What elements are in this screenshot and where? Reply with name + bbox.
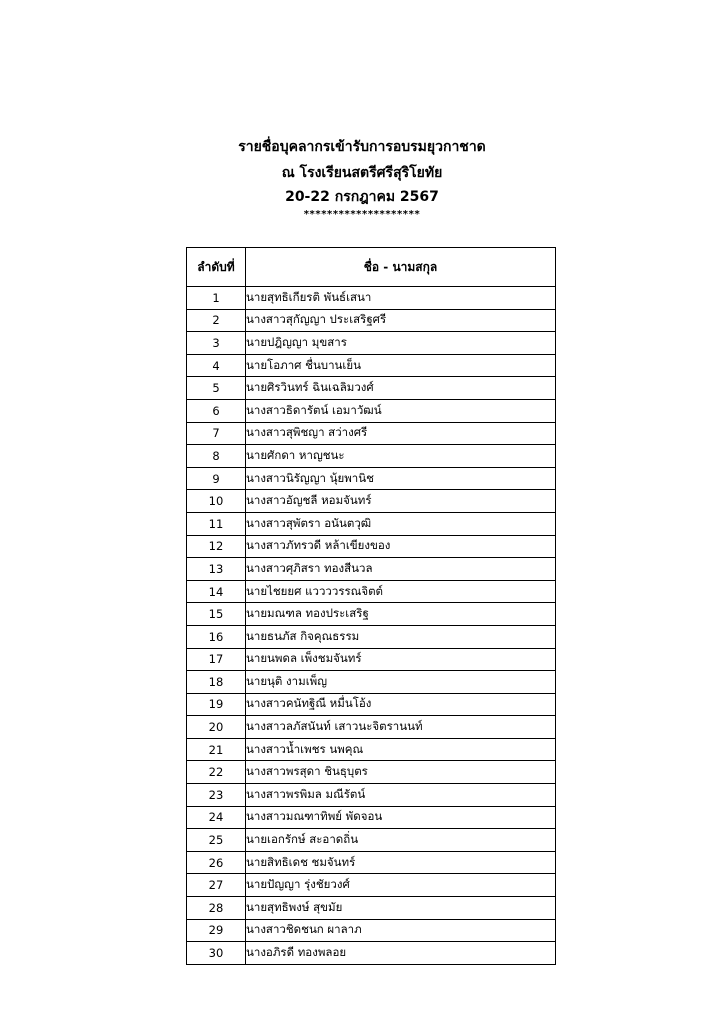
table-row <box>187 874 556 897</box>
table-row <box>187 648 556 671</box>
row-number: 18 <box>187 671 246 694</box>
table-row <box>187 467 556 490</box>
row-full-name: นางสาวภัทรวดี หล้าเขียงของ <box>246 535 556 558</box>
table-row <box>187 535 556 558</box>
table-row <box>187 512 556 535</box>
table-row <box>187 919 556 942</box>
table-row <box>187 580 556 603</box>
row-number: 28 <box>187 897 246 920</box>
row-number: 3 <box>187 332 246 355</box>
roster-table <box>186 247 556 965</box>
row-number: 22 <box>187 761 246 784</box>
row-full-name: นายปัญญา รุ่งชัยวงศ์ <box>246 874 556 897</box>
row-full-name: นางสาวพรสุดา ชินธุบุตร <box>246 761 556 784</box>
row-number: 15 <box>187 603 246 626</box>
row-full-name: นายสุทธิเกียรติ พันธ์เสนา <box>246 287 556 310</box>
row-number: 9 <box>187 467 246 490</box>
roster-body <box>187 287 556 965</box>
row-full-name: นางสาวอัญชลี หอมจันทร์ <box>246 490 556 513</box>
row-full-name: นางสาวนิรัญญา นุ้ยพานิช <box>246 467 556 490</box>
table-row <box>187 309 556 332</box>
table-header-row <box>187 248 556 287</box>
row-full-name: นายนพดล เพ็งชมจันทร์ <box>246 648 556 671</box>
row-number: 2 <box>187 309 246 332</box>
row-number: 24 <box>187 806 246 829</box>
row-number: 5 <box>187 377 246 400</box>
row-number: 27 <box>187 874 246 897</box>
table-row <box>187 399 556 422</box>
row-number: 26 <box>187 851 246 874</box>
table-row <box>187 829 556 852</box>
row-number: 20 <box>187 716 246 739</box>
table-row <box>187 671 556 694</box>
table-row <box>187 603 556 626</box>
row-full-name: นายโอภาศ ชื่นบานเย็น <box>246 354 556 377</box>
table-row <box>187 738 556 761</box>
title-line-2: ณ โรงเรียนสตรีศรีสุริโยทัย <box>281 165 443 181</box>
table-row <box>187 851 556 874</box>
row-number: 12 <box>187 535 246 558</box>
row-number: 7 <box>187 422 246 445</box>
row-full-name: นายศักดา หาญชนะ <box>246 445 556 468</box>
column-header-no: ลำดับที่ <box>187 248 246 287</box>
row-full-name: นางสาวพรพิมล มณีรัตน์ <box>246 784 556 807</box>
row-full-name: นางสาวชิดชนก ผาลาภ <box>246 919 556 942</box>
table-row <box>187 287 556 310</box>
table-row <box>187 693 556 716</box>
row-number: 25 <box>187 829 246 852</box>
table-row <box>187 942 556 965</box>
table-row <box>187 377 556 400</box>
title-line-3: 20-22 กรกฎาคม 2567 <box>285 189 439 205</box>
table-row <box>187 784 556 807</box>
column-header-name: ชื่อ - นามสกุล <box>246 248 556 287</box>
table-row <box>187 625 556 648</box>
row-number: 4 <box>187 354 246 377</box>
row-number: 8 <box>187 445 246 468</box>
row-number: 10 <box>187 490 246 513</box>
row-full-name: นายศิรวินทร์ ฉินเฉลิมวงศ์ <box>246 377 556 400</box>
row-number: 6 <box>187 399 246 422</box>
row-full-name: นางสาวน้ำเพชร นพคุณ <box>246 738 556 761</box>
table-row <box>187 716 556 739</box>
row-full-name: นางสาวลภัสนันท์ เสาวนะจิตรานนท์ <box>246 716 556 739</box>
row-number: 21 <box>187 738 246 761</box>
row-number: 17 <box>187 648 246 671</box>
row-number: 13 <box>187 558 246 581</box>
table-row <box>187 490 556 513</box>
table-row <box>187 806 556 829</box>
row-number: 16 <box>187 625 246 648</box>
table-row <box>187 445 556 468</box>
row-full-name: นายสิทธิเดช ชมจันทร์ <box>246 851 556 874</box>
row-full-name: นางสาวสุพัตรา อนันตวุฒิ <box>246 512 556 535</box>
row-full-name: นายปฎิญญา มุขสาร <box>246 332 556 355</box>
row-number: 11 <box>187 512 246 535</box>
row-full-name: นายเอกรักษ์ สะอาดถิ่น <box>246 829 556 852</box>
row-full-name: นางสาวธิดารัตน์ เอมาวัฒน์ <box>246 399 556 422</box>
row-full-name: นางสาวสุกัญญา ประเสริฐศรี <box>246 309 556 332</box>
row-full-name: นางอภิรดี ทองพลอย <box>246 942 556 965</box>
title-line-1: รายชื่อบุคลากรเข้ารับการอบรมยุวกาชาด <box>238 139 486 155</box>
table-row <box>187 761 556 784</box>
row-number: 1 <box>187 287 246 310</box>
table-row <box>187 558 556 581</box>
row-number: 30 <box>187 942 246 965</box>
table-row <box>187 422 556 445</box>
row-number: 14 <box>187 580 246 603</box>
row-full-name: นายไชยยศ แววววรรณจิตต์ <box>246 580 556 603</box>
table-row <box>187 354 556 377</box>
row-full-name: นายมณฑล ทองประเสริฐ <box>246 603 556 626</box>
row-full-name: นางสาวสุพิชญา สว่างศรี <box>246 422 556 445</box>
row-number: 29 <box>187 919 246 942</box>
row-number: 23 <box>187 784 246 807</box>
row-full-name: นายสุทธิพงษ์ สุขมัย <box>246 897 556 920</box>
row-number: 19 <box>187 693 246 716</box>
table-row <box>187 332 556 355</box>
row-full-name: นางสาวคนัทฐิณี หมื่นโอ้ง <box>246 693 556 716</box>
row-full-name: นายนุติ งามเพ็ญ <box>246 671 556 694</box>
row-full-name: นางสาวมณฑาทิพย์ พัดจอน <box>246 806 556 829</box>
row-full-name: นายธนภัส กิจคุณธรรม <box>246 625 556 648</box>
separator-stars: ******************** <box>303 209 421 220</box>
row-full-name: นางสาวศุภิสรา ทองสีนวล <box>246 558 556 581</box>
table-row <box>187 897 556 920</box>
